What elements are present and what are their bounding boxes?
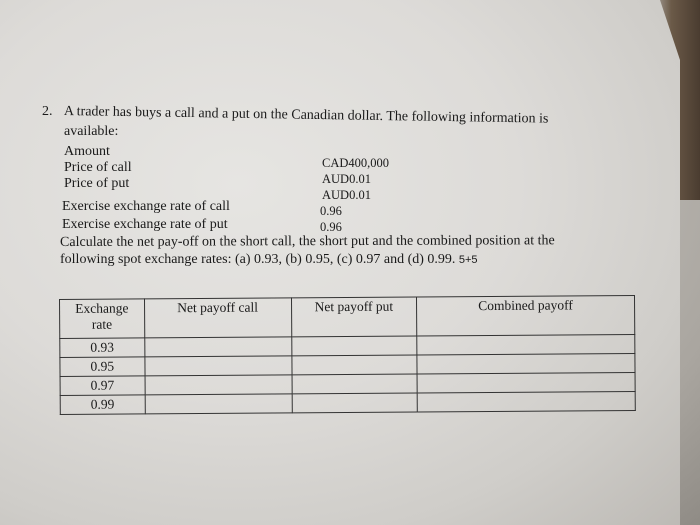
header-net-payoff-put: Net payoff put (291, 297, 417, 337)
call-cell (145, 375, 292, 395)
rate-cell: 0.97 (60, 376, 145, 396)
header-exchange-line2: rate (91, 316, 113, 332)
payoff-table (59, 295, 636, 415)
rate-cell: 0.95 (60, 357, 145, 377)
combined-cell (417, 353, 635, 374)
question-intro-line2: available: (64, 124, 119, 139)
put-cell (291, 355, 417, 375)
info-value-exercise-put: 0.96 (320, 220, 342, 234)
table-row (60, 391, 635, 414)
combined-cell (417, 372, 635, 393)
combined-cell (417, 391, 635, 412)
put-cell (292, 374, 418, 394)
info-label-price-call: Price of call (64, 160, 132, 175)
put-cell (291, 336, 417, 356)
call-cell (145, 394, 292, 414)
task-line2 (60, 252, 478, 268)
header-exchange-rate (60, 299, 145, 339)
question-number: 2. (42, 104, 53, 119)
info-value-price-put: AUD0.01 (322, 188, 371, 202)
rate-cell: 0.99 (60, 395, 145, 415)
question-intro-line1: A trader has buys a call and a put on the Canadian dollar. The following information is (63, 104, 549, 127)
combined-cell (417, 334, 635, 355)
info-label-price-put: Price of put (64, 176, 130, 191)
task-line2-text: following spot exchange rates: (a) 0.93, (b) 0.95, (c) 0.97 and (d) 0.99. (60, 252, 456, 267)
info-value-price-call: AUD0.01 (322, 172, 371, 186)
header-exchange-line1: Exchange (75, 300, 129, 316)
info-value-exercise-call: 0.96 (320, 204, 342, 218)
question-marks: 5+5 (458, 254, 478, 266)
info-label-exercise-put: Exercise exchange rate of put (62, 217, 228, 232)
call-cell (144, 337, 291, 357)
rate-cell: 0.93 (60, 338, 145, 358)
info-label-exercise-call: Exercise exchange rate of call (62, 199, 230, 214)
header-net-payoff-call: Net payoff call (144, 298, 291, 338)
call-cell (144, 356, 291, 376)
header-combined-payoff: Combined payoff (416, 295, 634, 336)
task-line1: Calculate the net pay-off on the short call, the short put and the combined position at the (60, 233, 555, 250)
table-header-row (60, 295, 635, 338)
put-cell (292, 393, 418, 413)
info-value-amount: CAD400,000 (322, 156, 390, 170)
info-label-amount: Amount (64, 144, 110, 159)
